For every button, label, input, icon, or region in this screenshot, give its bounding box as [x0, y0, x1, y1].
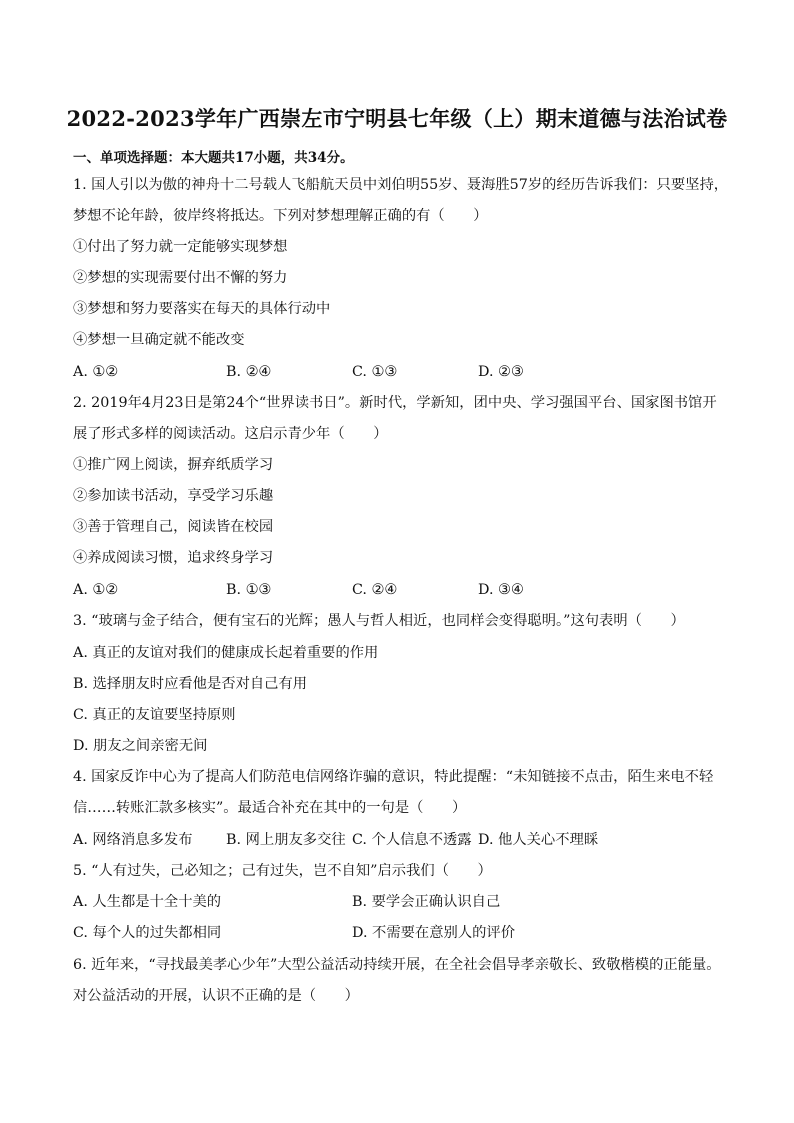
q6-stem-line-1: 6. 近年来，“寻找最美孝心少年”大型公益活动持续开展，在全社会倡导孝亲敬长、致敬楷模的正能量。 [73, 957, 721, 973]
q3-stem: 3. “玻璃与金子结合，便有宝石的光辉；愚人与哲人相近，也同样会变得聪明。”这句表明（ ） [73, 613, 685, 629]
q1-option-a: A. ①② [73, 364, 119, 380]
q5-option-b: B. 要学会正确认识自己 [352, 894, 501, 910]
q6-stem-line-2: 对公益活动的开展，认识不正确的是（ ） [73, 988, 359, 1004]
q2-stem-line-2: 展了形式多样的阅读活动。这启示青少年（ ） [73, 426, 388, 442]
q4-option-d: D. 他人关心不理睬 [478, 832, 599, 848]
q4-stem-line-1: 4. 国家反诈中心为了提高人们防范电信网络诈骗的意识，特此提醒：“未知链接不点击，陌生来电不轻 [73, 769, 714, 785]
q4-stem-line-2: 信……转账汇款多核实”。最适合补充在其中的一句是（ ） [73, 800, 467, 816]
q2-item-4: ④养成阅读习惯，追求终身学习 [73, 550, 274, 566]
exam-title: 2022-2023学年广西崇左市宁明县七年级（上）期末道德与法治试卷 [66, 106, 728, 131]
q4-option-b: B. 网上朋友多交往 [226, 832, 346, 848]
q2-option-d: D. ③④ [478, 582, 524, 598]
q2-item-3: ③善于管理自己，阅读皆在校园 [73, 519, 274, 535]
q1-item-4: ④梦想一旦确定就不能改变 [73, 332, 245, 348]
q5-option-a: A. 人生都是十全十美的 [73, 894, 222, 910]
q3-option-a: A. 真正的友谊对我们的健康成长起着重要的作用 [73, 645, 379, 661]
q2-stem-line-1: 2. 2019年4月23日是第24个“世界读书日”。新时代，学新知，团中央、学习强国平台、国家图书馆开 [73, 395, 717, 411]
q3-option-c: C. 真正的友谊要坚持原则 [73, 707, 236, 723]
q1-option-b: B. ②④ [226, 364, 272, 380]
q2-option-c: C. ②④ [352, 582, 398, 598]
q2-item-1: ①推广网上阅读，摒弃纸质学习 [73, 457, 274, 473]
q1-item-3: ③梦想和努力要落实在每天的具体行动中 [73, 301, 331, 317]
section-heading: 一、单项选择题：本大题共17小题，共34分。 [73, 150, 354, 166]
q2-option-b: B. ①③ [226, 582, 272, 598]
q1-option-d: D. ②③ [478, 364, 524, 380]
q2-option-a: A. ①② [73, 582, 119, 598]
q1-stem-line-2: 梦想不论年龄，彼岸终将抵达。下列对梦想理解正确的有（ ） [73, 208, 488, 224]
q4-option-c: C. 个人信息不透露 [352, 832, 472, 848]
q5-option-d: D. 不需要在意别人的评价 [352, 925, 516, 941]
q3-option-b: B. 选择朋友时应看他是否对自己有用 [73, 676, 308, 692]
q1-option-c: C. ①③ [352, 364, 398, 380]
q2-item-2: ②参加读书活动，享受学习乐趣 [73, 488, 274, 504]
q3-option-d: D. 朋友之间亲密无间 [73, 738, 208, 754]
q5-stem: 5. “人有过失，己必知之；己有过失，岂不自知”启示我们（ ） [73, 863, 492, 879]
q5-option-c: C. 每个人的过失都相同 [73, 925, 222, 941]
q4-option-a: A. 网络消息多发布 [73, 832, 193, 848]
q1-item-1: ①付出了努力就一定能够实现梦想 [73, 239, 288, 255]
q1-item-2: ②梦想的实现需要付出不懈的努力 [73, 270, 288, 286]
q1-stem-line-1: 1. 国人引以为傲的神舟十二号载人飞船航天员中刘伯明55岁、聂海胜57岁的经历告诉我们：只要坚持， [73, 177, 729, 193]
